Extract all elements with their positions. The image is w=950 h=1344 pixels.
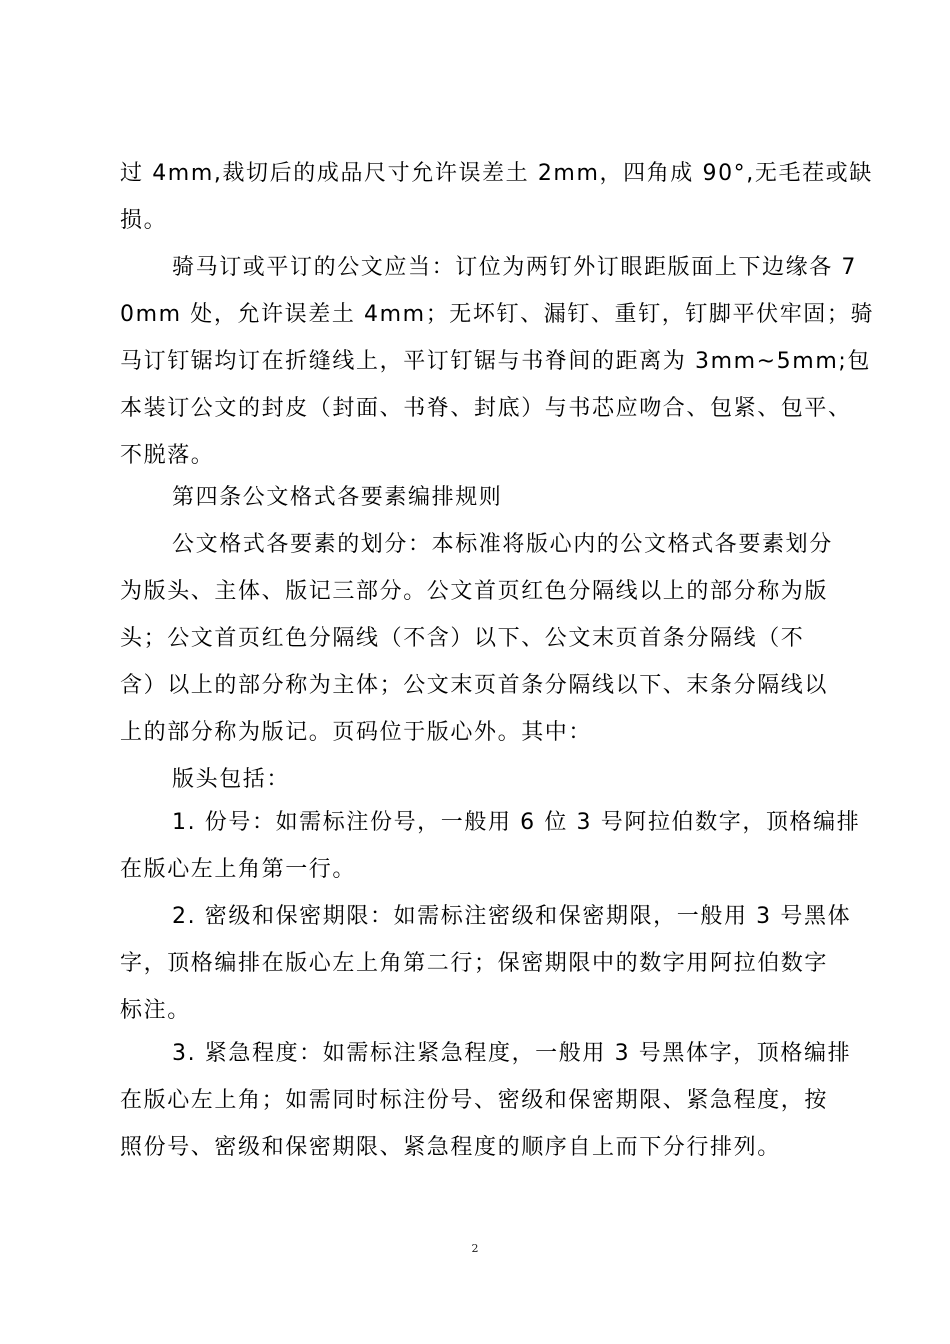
text-line: 头；公文首页红色分隔线（不含）以下、公文末页首条分隔线（不 [120,626,805,651]
text-line: 本装订公文的封皮（封面、书脊、封底）与书芯应吻合、包紧、包平、 [120,396,852,421]
page-number: 2 [471,1242,479,1255]
section-heading: 第四条公文格式各要素编排规则 [172,485,503,510]
text-line: 损。 [120,208,168,233]
text-line: 马订钉锯均订在折缝线上，平订钉锯与书脊间的距离为 3mm~5mm;包 [120,349,871,374]
text-line: 在版心左上角第一行。 [120,857,357,882]
paragraph-first-line: 骑马订或平订的公文应当：订位为两钉外订眼距版面上下边缘各 7 [172,255,857,280]
paragraph-first-line: 公文格式各要素的划分：本标准将版心内的公文格式各要素划分 [172,532,833,557]
text-line: 上的部分称为版记。页码位于版心外。其中： [120,720,593,745]
list-item-first-line: 2. 密级和保密期限：如需标注密级和保密期限，一般用 3 号黑体 [172,904,852,929]
text-line: 不脱落。 [120,443,215,468]
paragraph-first-line: 版头包括： [172,767,291,792]
text-line: 照份号、密级和保密期限、紧急程度的顺序自上而下分行排列。 [120,1135,781,1160]
text-line: 字，顶格编排在版心左上角第二行；保密期限中的数字用阿拉伯数字 [120,951,829,976]
text-line: 含）以上的部分称为主体；公文末页首条分隔线以下、末条分隔线以 [120,673,829,698]
text-line: 0mm 处，允许误差土 4mm；无坏钉、漏钉、重钉，钉脚平伏牢固；骑 [120,302,875,327]
text-line: 标注。 [120,998,191,1023]
text-line: 在版心左上角；如需同时标注份号、密级和保密期限、紧急程度，按 [120,1088,829,1113]
list-item-first-line: 3. 紧急程度：如需标注紧急程度，一般用 3 号黑体字，顶格编排 [172,1041,852,1066]
list-item-first-line: 1. 份号：如需标注份号，一般用 6 位 3 号阿拉伯数字，顶格编排 [172,810,861,835]
text-line: 为版头、主体、版记三部分。公文首页红色分隔线以上的部分称为版 [120,579,829,604]
text-line: 过 4mm,裁切后的成品尺寸允许误差土 2mm，四角成 90°,无毛茬或缺 [120,161,873,186]
